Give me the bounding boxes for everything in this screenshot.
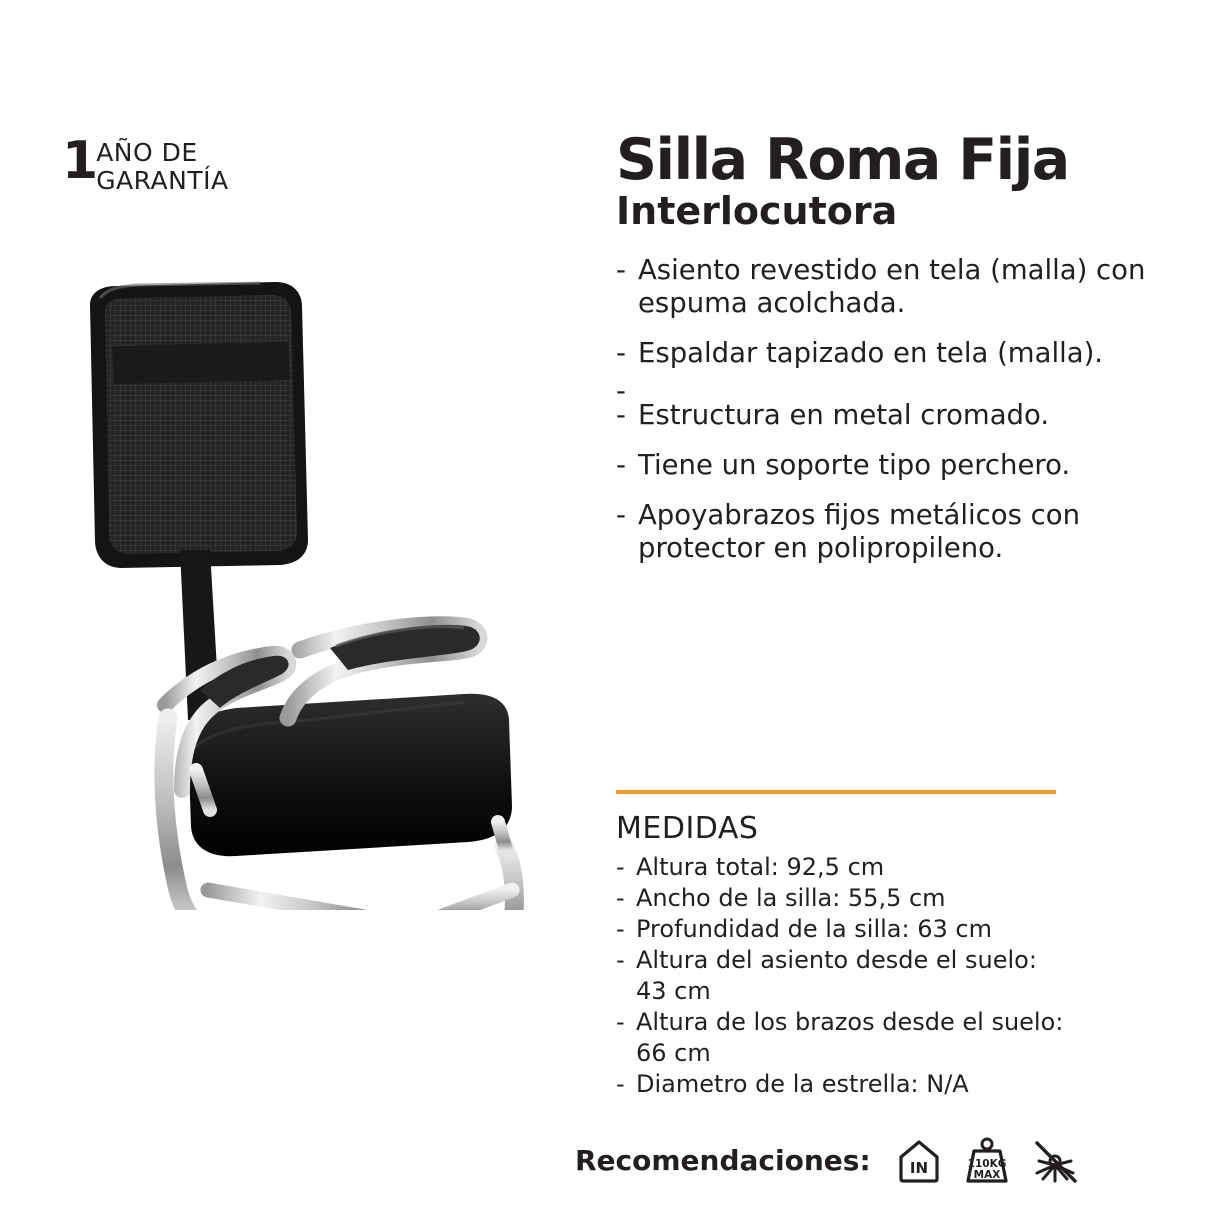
feature-text: Tiene un soporte tipo perchero. — [638, 449, 1071, 481]
recommendations-label: Recomendaciones: — [575, 1144, 871, 1177]
warranty-text-line2: GARANTÍA — [96, 166, 229, 195]
measure-text: Altura total: 92,5 cm — [636, 853, 885, 881]
bullet-dash: - — [616, 375, 626, 407]
max-weight-value: 110KG — [967, 1158, 1006, 1170]
feature-text: Estructura en metal cromado. — [638, 399, 1050, 431]
measure-text: Altura del asiento desde el suelo: 43 cm — [636, 946, 1037, 1005]
measures-section — [616, 790, 1066, 1100]
bullet-dash: - — [616, 1008, 625, 1036]
bullet-dash: - — [616, 499, 626, 531]
measure-text: Altura de los brazos desde el suelo: 66 cm — [636, 1008, 1064, 1067]
list-item — [616, 852, 1066, 883]
bullet-dash: - — [616, 337, 626, 369]
chair-illustration — [60, 250, 560, 910]
list-item — [616, 399, 1176, 432]
bullet-dash: - — [616, 884, 625, 912]
list-item — [616, 1069, 1066, 1100]
list-item — [616, 449, 1176, 482]
warranty-badge — [62, 131, 229, 195]
measures-divider — [616, 790, 1056, 794]
list-item — [616, 914, 1066, 945]
product-image — [60, 250, 560, 910]
product-info — [616, 127, 1176, 582]
measures-list — [616, 852, 1066, 1100]
warranty-text-line1: AÑO DE — [96, 138, 198, 167]
feature-text — [638, 375, 1176, 393]
warranty-number: 1 — [62, 131, 97, 191]
list-item — [616, 254, 1176, 320]
recommendations-bar — [575, 1135, 1081, 1187]
indoor-use-icon — [893, 1135, 945, 1187]
measure-text: Profundidad de la silla: 63 cm — [636, 915, 992, 943]
bullet-dash: - — [616, 915, 625, 943]
list-item — [616, 499, 1176, 565]
product-subtitle: Interlocutora — [616, 189, 898, 233]
feature-text: Espaldar tapizado en tela (malla). — [638, 337, 1104, 369]
list-item — [616, 883, 1066, 914]
list-item — [616, 337, 1176, 370]
measure-text: Diametro de la estrella: N/A — [636, 1070, 969, 1098]
bullet-dash: - — [616, 946, 625, 974]
feature-text: Asiento revestido en tela (malla) con espuma acolchada. — [638, 254, 1146, 319]
bullet-dash: - — [616, 853, 625, 881]
indoor-use-text: IN — [909, 1159, 928, 1177]
list-item — [616, 945, 1066, 1007]
bullet-dash: - — [616, 1070, 625, 1098]
list-item — [616, 375, 1176, 407]
bullet-dash: - — [616, 449, 626, 481]
page-title: Silla Roma Fija — [616, 127, 1069, 193]
bullet-dash: - — [616, 254, 626, 286]
measure-text: Ancho de la silla: 55,5 cm — [636, 884, 946, 912]
max-weight-unit: MAX — [973, 1169, 1000, 1181]
warranty-text — [96, 138, 228, 194]
feature-list — [616, 254, 1176, 565]
list-item — [616, 1007, 1066, 1069]
no-sunlight-icon — [1029, 1135, 1081, 1187]
feature-text: Apoyabrazos fijos metálicos con protector en polipropileno. — [638, 499, 1081, 564]
recommendations-icons — [893, 1135, 1081, 1187]
max-weight-icon — [961, 1135, 1013, 1187]
measures-title: MEDIDAS — [616, 811, 759, 846]
bullet-dash: - — [616, 399, 626, 431]
